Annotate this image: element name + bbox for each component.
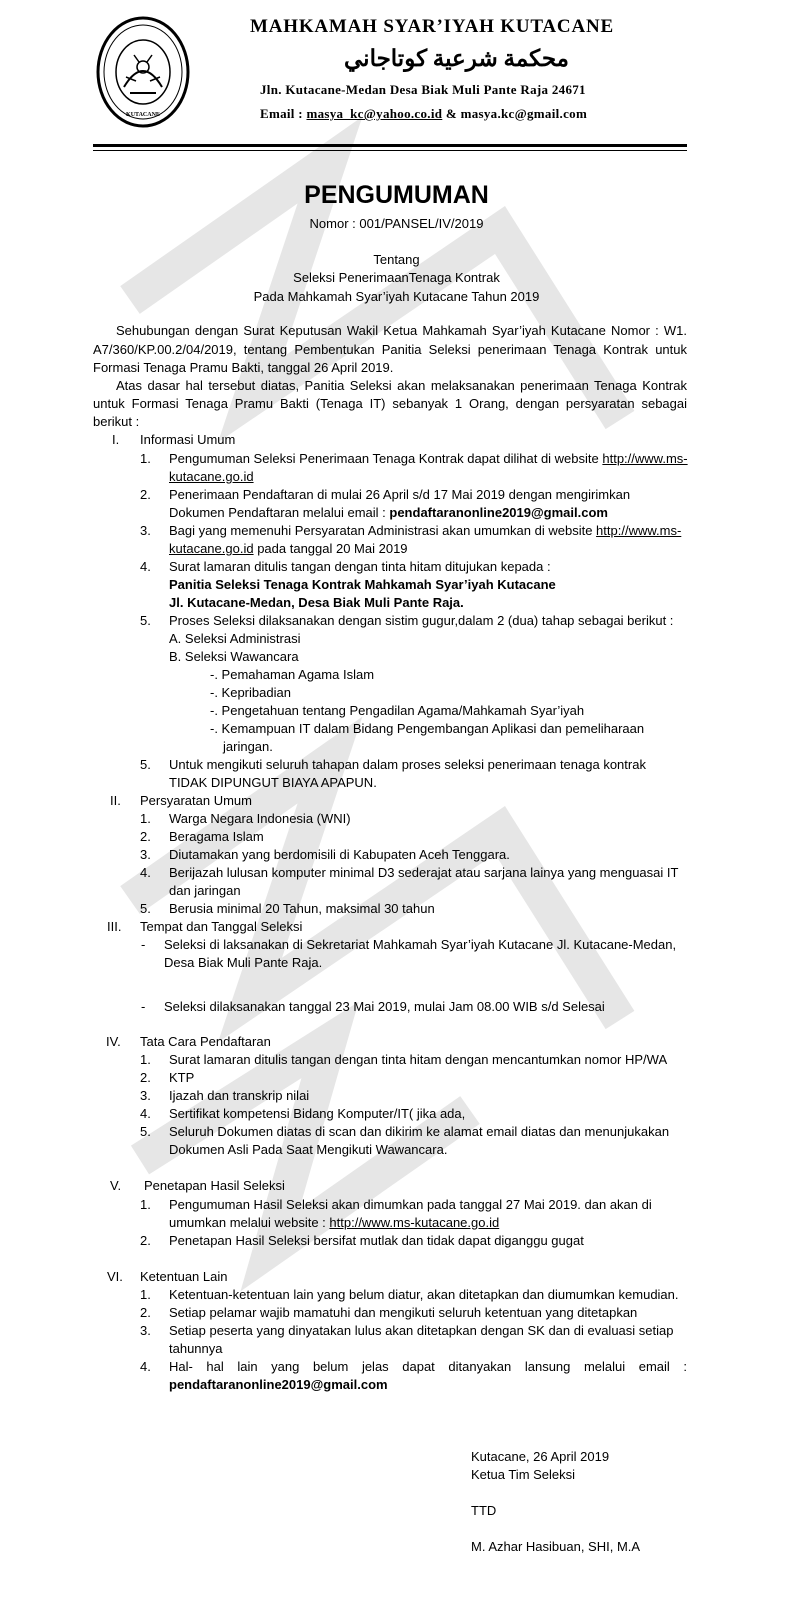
website-link[interactable]: http://www.ms- xyxy=(602,451,688,466)
s5-item2-number: 2. xyxy=(140,1233,151,1248)
registration-email[interactable]: pendaftaranonline2019@gmail.com xyxy=(389,505,608,520)
s3-dash-1: - xyxy=(141,937,146,952)
s4-item-text: KTP xyxy=(169,1070,195,1085)
intro-p2-line3: berikut : xyxy=(93,414,140,429)
email-link-secondary[interactable]: masya.kc@gmail.com xyxy=(460,106,588,121)
announcement-title: PENGUMUMAN xyxy=(304,181,489,209)
email-link-primary[interactable]: masya_kc@yahoo.co.id xyxy=(306,106,443,121)
intro-p1-line3: Formasi Tenaga Pramu Bakti, tanggal 26 April 2019. xyxy=(93,360,394,375)
s1-item5-number: 5. xyxy=(140,613,151,628)
section-5-number: V. xyxy=(110,1178,122,1193)
svg-text:KUTACANE: KUTACANE xyxy=(126,112,160,118)
s1-item4-line2: Panitia Seleksi Tenaga Kontrak Mahkamah Syar’iyah Kutacane xyxy=(169,577,556,592)
s5-item1-line2: umumkan melalui website : http://www.ms-kutacane.go.id xyxy=(169,1215,500,1230)
s4-item-number: 3. xyxy=(140,1088,151,1103)
s1-item4-number: 4. xyxy=(140,559,151,574)
s5-item1-number: 1. xyxy=(140,1197,151,1212)
s4-item-number: 4. xyxy=(140,1106,151,1121)
s4-item-number: 1. xyxy=(140,1052,151,1067)
announcement-about: Tentang xyxy=(373,252,420,267)
s2-item-number: 2. xyxy=(140,829,151,844)
s1-item6-line2: TIDAK DIPUNGUT BIAYA APAPUN. xyxy=(169,775,377,790)
s1-item5-b1: -. Pemahaman Agama Islam xyxy=(210,667,375,682)
s4-item-text: Ijazah dan transkrip nilai xyxy=(169,1088,310,1103)
section-3-number: III. xyxy=(107,919,122,934)
website-link-cont[interactable]: kutacane.go.id xyxy=(169,469,254,484)
s6-item2-number: 2. xyxy=(140,1305,151,1320)
court-seal xyxy=(94,15,192,130)
s2-item-text: Berusia minimal 20 Tahun, maksimal 30 tahun xyxy=(169,901,435,916)
letterhead-rule-thin xyxy=(93,150,687,151)
s3-line3: Seleksi dilaksanakan tanggal 23 Mai 2019, mulai Jam 08.00 WIB s/d Selesai xyxy=(164,999,605,1014)
s1-item5-b4-line2: jaringan. xyxy=(223,739,273,754)
announcement-subject-1: Seleksi PenerimaanTenaga Kontrak xyxy=(293,270,500,285)
s2-item-text: Berijazah lulusan komputer minimal D3 sederajat atau sarjana lainya yang menguasai IT xyxy=(169,865,679,880)
signatory-name: M. Azhar Hasibuan, SHI, M.A xyxy=(471,1539,641,1554)
s1-item1-text: Pengumuman Seleksi Penerimaan Tenaga Kontrak dapat dilihat di website http://www.ms- xyxy=(169,451,688,466)
s1-item5-b2: -. Kepribadian xyxy=(210,685,291,700)
s2-item-text: Diutamakan yang berdomisili di Kabupaten Aceh Tenggara. xyxy=(169,847,510,862)
s1-item5-line1: Proses Seleksi dilaksanakan dengan sistim gugur,dalam 2 (dua) tahap sebagai berikut : xyxy=(169,613,674,628)
s1-item5-b4: -. Kemampuan IT dalam Bidang Pengembangan Aplikasi dan pemeliharaan xyxy=(210,721,645,736)
s6-item1-text: Ketentuan-ketentuan lain yang belum diatur, akan ditetapkan dan diumumkan kemudian. xyxy=(169,1287,679,1302)
s1-item2-line1: Penerimaan Pendaftaran di mulai 26 April s/d 17 Mai 2019 dengan mengirimkan xyxy=(169,487,631,502)
s4-item-text: Dokumen Asli Pada Saat Mengikuti Wawancara. xyxy=(169,1142,448,1157)
s2-item-number: 5. xyxy=(140,901,151,916)
s6-item1-number: 1. xyxy=(140,1287,151,1302)
s2-item-text: dan jaringan xyxy=(169,883,241,898)
s1-item1-number: 1. xyxy=(140,451,151,466)
section-4-number: IV. xyxy=(106,1034,121,1049)
s1-item3-line1: Bagi yang memenuhi Persyaratan Administrasi akan umumkan di website http://www.ms- xyxy=(169,523,682,538)
section-2-number: II. xyxy=(110,793,121,808)
email-label: Email : xyxy=(260,106,303,121)
announcement-subject-2: Pada Mahkamah Syar’iyah Kutacane Tahun 2019 xyxy=(253,289,540,304)
intro-p2-line1: Atas dasar hal tersebut diatas, Panitia Seleksi akan melaksanakan penerimaan Tenaga Kontrak xyxy=(116,378,687,393)
s5-item2-line1: Penetapan Hasil Seleksi bersifat mutlak dan tidak dapat diganggu gugat xyxy=(169,1233,584,1248)
section-1-number: I. xyxy=(112,432,120,447)
s3-line1: Seleksi di laksanakan di Sekretariat Mahkamah Syar’iyah Kutacane Jl. Kutacane-Medan, xyxy=(164,937,677,952)
intro-p1-line2: A7/360/KP.00.2/04/2019, tentang Pembentukan Panitia Seleksi penerimaan Tenaga Kontrak untuk xyxy=(93,342,687,357)
s6-item3-line1: Setiap peserta yang dinyatakan lulus akan ditetapkan dengan SK dan di evaluasi setiap xyxy=(169,1323,674,1338)
intro-p1-line1: Sehubungan dengan Surat Keputusan Wakil Ketua Mahkamah Syar’iyah Kutacane Nomor : W1. xyxy=(116,323,687,338)
s1-item2-number: 2. xyxy=(140,487,151,502)
s4-item-text: Seluruh Dokumen diatas di scan dan dikirim ke alamat email diatas dan menunjukakan xyxy=(169,1124,670,1139)
signature-place-date: Kutacane, 26 April 2019 xyxy=(471,1449,610,1464)
s2-item-number: 4. xyxy=(140,865,151,880)
website-link-2[interactable]: http://www.ms- xyxy=(596,523,682,538)
section-3-title: Tempat dan Tanggal Seleksi xyxy=(140,919,303,934)
s6-item3-number: 3. xyxy=(140,1323,151,1338)
s3-line2: Desa Biak Muli Pante Raja. xyxy=(164,955,323,970)
s3-dash-2: - xyxy=(141,999,146,1014)
s4-item-text: Surat lamaran ditulis tangan dengan tinta hitam dengan mencantumkan nomor HP/WA xyxy=(169,1052,668,1067)
s1-item5-b: B. Seleksi Wawancara xyxy=(169,649,299,664)
section-2-title: Persyaratan Umum xyxy=(140,793,252,808)
s4-item-text: Sertifikat kompetensi Bidang Komputer/IT( jika ada, xyxy=(169,1106,466,1121)
section-6-number: VI. xyxy=(107,1269,123,1284)
s6-item4-line1: Hal- hal lain yang belum jelas dapat ditanyakan lansung melalui email : xyxy=(169,1359,687,1374)
institution-name-arabic: محكمة شرعية كوتاجاني xyxy=(344,46,569,71)
institution-email-line xyxy=(260,106,587,122)
institution-address: Jln. Kutacane-Medan Desa Biak Muli Pante Raja 24671 xyxy=(260,82,586,97)
section-1-title: Informasi Umum xyxy=(140,432,236,447)
s2-item-number: 1. xyxy=(140,811,151,826)
s2-item-text: Warga Negara Indonesia (WNI) xyxy=(169,811,351,826)
signature-position: Ketua Tim Seleksi xyxy=(471,1467,576,1482)
s1-item5-b3: -. Pengetahuan tentang Pengadilan Agama/Mahkamah Syar’iyah xyxy=(210,703,585,718)
website-link-2-cont[interactable]: kutacane.go.id xyxy=(169,541,254,556)
s1-item4-line1: Surat lamaran ditulis tangan dengan tinta hitam ditujukan kepada : xyxy=(169,559,551,574)
s1-item3-number: 3. xyxy=(140,523,151,538)
court-seal-icon xyxy=(94,15,192,130)
s1-item3-line2: kutacane.go.id pada tanggal 20 Mai 2019 xyxy=(169,541,408,556)
website-link-3[interactable]: http://www.ms-kutacane.go.id xyxy=(329,1215,500,1230)
s4-item-number: 5. xyxy=(140,1124,151,1139)
s2-item-number: 3. xyxy=(140,847,151,862)
signature-ttd: TTD xyxy=(471,1503,497,1518)
section-4-title: Tata Cara Pendaftaran xyxy=(140,1034,271,1049)
section-6-title: Ketentuan Lain xyxy=(140,1269,228,1284)
s2-item-text: Beragama Islam xyxy=(169,829,264,844)
s1-item4-line3: Jl. Kutacane-Medan, Desa Biak Muli Pante Raja. xyxy=(169,595,464,610)
s6-item4-number: 4. xyxy=(140,1359,151,1374)
letterhead-rule-thick xyxy=(93,144,687,147)
section-5-title: Penetapan Hasil Seleksi xyxy=(144,1178,285,1193)
s1-item6-number: 5. xyxy=(140,757,151,772)
email-join: & xyxy=(445,106,457,121)
announcement-number: Nomor : 001/PANSEL/IV/2019 xyxy=(309,216,484,231)
s1-item5-a: A. Seleksi Administrasi xyxy=(169,631,301,646)
s4-item-number: 2. xyxy=(140,1070,151,1085)
s1-item2-line2: Dokumen Pendaftaran melalui email : pendaftaranonline2019@gmail.com xyxy=(169,505,608,520)
s1-item6-line1: Untuk mengikuti seluruh tahapan dalam proses seleksi penerimaan tenaga kontrak xyxy=(169,757,646,772)
contact-email[interactable]: pendaftaranonline2019@gmail.com xyxy=(169,1377,388,1392)
s5-item1-line1: Pengumuman Hasil Seleksi akan dimumkan pada tanggal 27 Mai 2019. dan akan di xyxy=(169,1197,652,1212)
s6-item2-text: Setiap pelamar wajib mamatuhi dan mengikuti seluruh ketentuan yang ditetapkan xyxy=(169,1305,638,1320)
s6-item3-line2: tahunnya xyxy=(169,1341,223,1356)
intro-p2-line2: untuk Formasi Tenaga Pramu Bakti (Tenaga IT) sebanyak 1 Orang, dengan persyaratan sebagai xyxy=(93,396,687,411)
institution-name: MAHKAMAH SYAR’IYAH KUTACANE xyxy=(250,16,614,37)
